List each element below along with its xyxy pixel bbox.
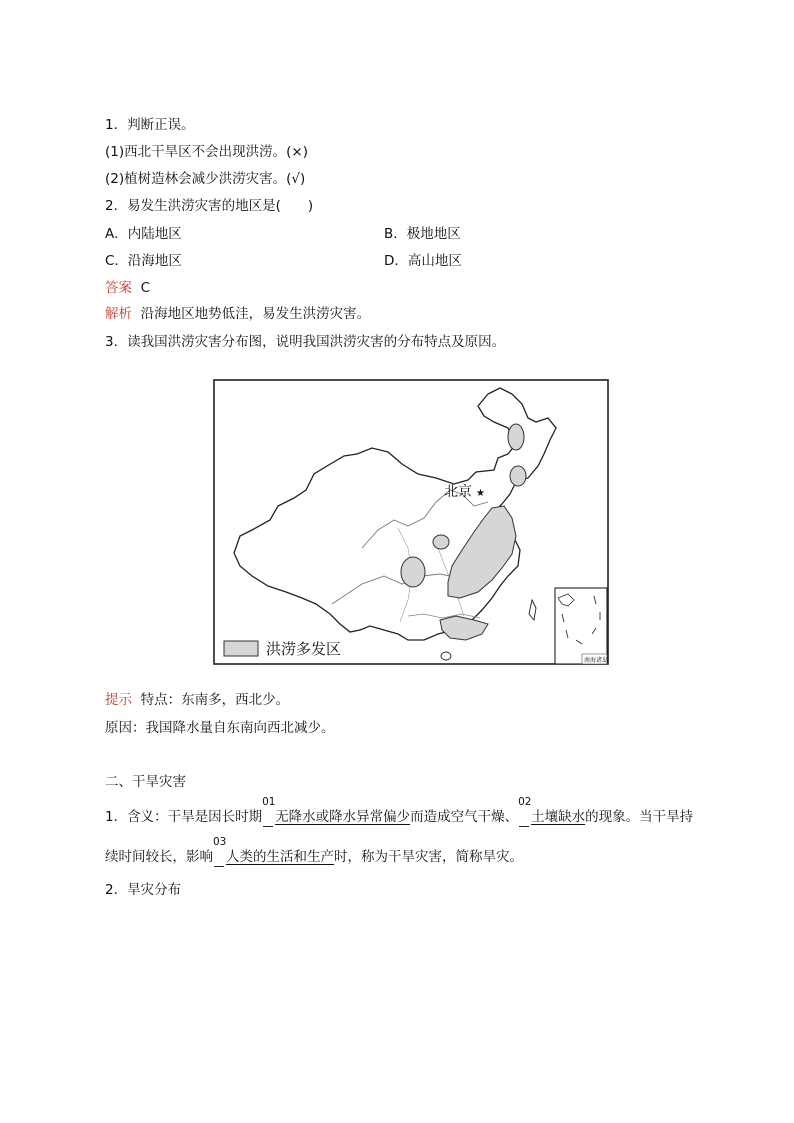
blank-number-3-text: 03 [213,836,227,848]
section2-subheading: 2．旱灾分布 [105,882,182,898]
analysis-label: 解析 [105,306,132,322]
definition-suffix: 的现象。当干旱持 [585,809,694,825]
q2-option-a: A．内陆地区 [105,226,182,242]
legend-swatch [224,641,258,656]
legend-label: 洪涝多发区 [266,640,342,658]
flood-area-northeast-2 [510,466,526,486]
hainan-island [441,652,451,660]
blank-number-1-text: 01 [262,796,276,808]
answer-label: 答案 [105,280,132,296]
section2-definition-line1 [105,796,694,826]
blank-number-1 [262,796,276,826]
q3-stem: 3．读我国洪涝灾害分布图，说明我国洪涝灾害的分布特点及原因。 [105,334,506,350]
blank-number-2 [518,796,532,826]
blank-answer-1: 无降水或降水异常偏少 [275,809,411,825]
hint-text: 特点：东南多，西北少。 [140,692,290,708]
blank-answer-2: 土壤缺水 [531,809,586,825]
flood-area-northeast-1 [508,424,524,450]
inset-label: 南海诸岛 [584,657,609,664]
flood-area-central-small [433,535,449,549]
definition-prefix: 1．含义：干旱是因长时期 [105,809,263,825]
q1-item-2: (2)植树造林会减少洪涝灾害。(√) [105,171,306,187]
answer-value: C [140,280,151,296]
q1-item-1: (1)西北干旱区不会出现洪涝。(×) [105,144,308,160]
definition-line2-prefix: 续时间较长，影响 [105,849,213,865]
q2-analysis [105,305,370,323]
blank-answer-3: 人类的生活和生产 [226,849,334,865]
flood-distribution-map [212,378,612,668]
beijing-star-icon: ★ [476,488,485,499]
blank-number-3 [213,836,227,866]
flood-area-sichuan [401,557,425,587]
q3-hint [105,691,289,709]
q2-answer [105,279,150,297]
hint-label: 提示 [105,692,132,708]
section2-title: 二、干旱灾害 [105,774,186,790]
q2-option-d: D．高山地区 [384,253,462,269]
blank-number-2-text: 02 [518,796,532,808]
beijing-label: 北京 [444,484,472,500]
definition-middle: 而造成空气干燥、 [410,809,519,825]
q1-title: 1．判断正误。 [105,117,195,133]
q2-stem: 2．易发生洪涝灾害的地区是( ) [105,198,314,214]
q3-reason: 原因：我国降水量自东南向西北减少。 [105,720,335,736]
analysis-text: 沿海地区地势低洼，易发生洪涝灾害。 [140,306,371,322]
section2-definition-line2 [105,836,523,866]
q2-option-b: B．极地地区 [384,226,461,242]
definition-line2-suffix: 时，称为干旱灾害，简称旱灾。 [334,849,523,865]
q2-option-c: C．沿海地区 [105,253,182,269]
